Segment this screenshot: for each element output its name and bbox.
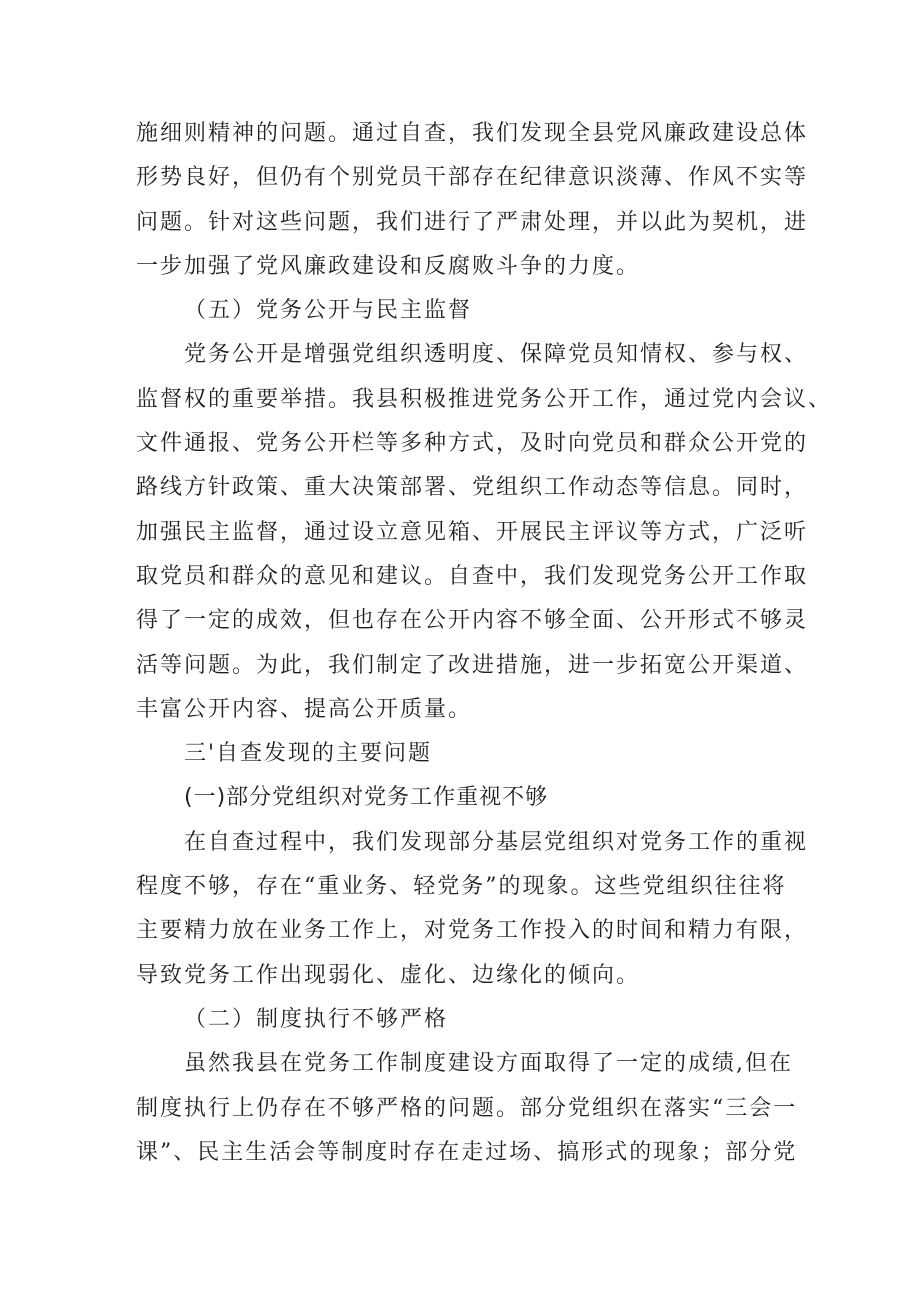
paragraph-line: 取党员和群众的意见和建议。自查中，我们发现党务公开工作取 (136, 563, 809, 589)
paragraph-line: 问题。针对这些问题，我们进行了严肃处理，并以此为契机，进 (136, 209, 809, 235)
document-body (136, 112, 833, 1175)
paragraph-line: 得了一定的成效，但也存在公开内容不够全面、公开形式不够灵 (136, 608, 809, 634)
paragraph-line: 主要精力放在业务工作上，对党务工作投入的时间和精力有限， (136, 918, 809, 944)
paragraph-line: 施细则精神的问题。通过自查，我们发现全县党风廉政建设总体 (136, 121, 809, 146)
paragraph-line: 活等问题。为此，我们制定了改进措施，进一步拓宽公开渠道、 (136, 652, 809, 678)
paragraph-line: 丰富公开内容、提高公开质量。 (136, 696, 473, 722)
subsection-heading-5: （五）党务公开与民主监督 (184, 298, 473, 324)
section-heading-3: 三'自查发现的主要问题 (184, 741, 433, 767)
paragraph-line: 加强民主监督，通过设立意见箱、开展民主评议等方式，广泛听 (136, 519, 809, 545)
subsection-heading-3-1: (一)部分党组织对党务工作重视不够 (184, 785, 549, 811)
paragraph-line: 文件通报、党务公开栏等多种方式，及时向党员和群众公开党的 (136, 431, 809, 457)
paragraph-line: 监督权的重要举措。我县积极推进党务公开工作，通过党内会议、 (136, 386, 833, 412)
paragraph-line: 导致党务工作出现弱化、虚化、边缘化的倾向。 (136, 962, 641, 988)
paragraph-line: 制度执行上仍存在不够严格的问题。部分党组织在落实“三会一 (136, 1095, 798, 1121)
paragraph-line: 党务公开是增强党组织透明度、保障党员知情权、参与权、 (184, 342, 809, 368)
paragraph-line: 虽然我县在党务工作制度建设方面取得了一定的成绩,但在 (184, 1051, 793, 1077)
subsection-heading-3-2: （二）制度执行不够严格 (184, 1006, 449, 1032)
paragraph-line: 路线方针政策、重大决策部署、党组织工作动态等信息。同时， (136, 475, 809, 501)
paragraph-line: 程度不够，存在“重业务、轻党务”的现象。这些党组织往往将 (136, 874, 787, 900)
paragraph-line: 在自查过程中，我们发现部分基层党组织对党务工作的重视 (184, 829, 809, 855)
paragraph-line: 形势良好，但仍有个别党员干部存在纪律意识淡薄、作风不实等 (136, 165, 809, 191)
paragraph-line: 一步加强了党风廉政建设和反腐败斗争的力度。 (136, 253, 641, 279)
paragraph-line: 课”、民主生活会等制度时存在走过场、搞形式的现象；部分党 (136, 1139, 798, 1165)
